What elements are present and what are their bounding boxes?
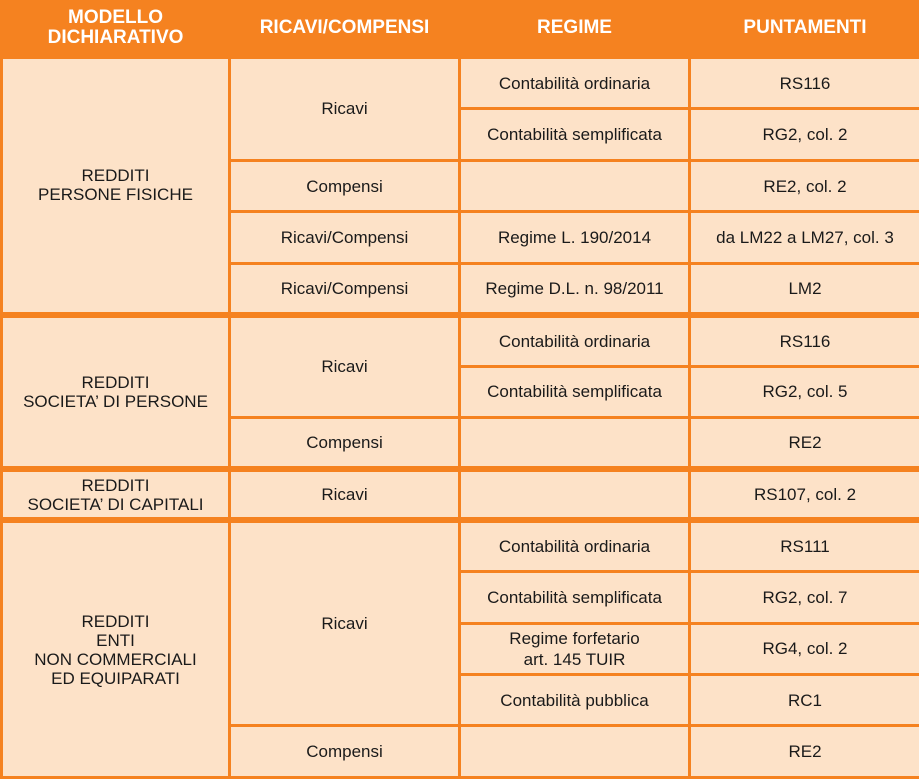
regime-cell: Contabilità ordinaria	[460, 58, 690, 109]
regime-cell: Contabilità semplificata	[460, 572, 690, 623]
regime-cell: Regime L. 190/2014	[460, 212, 690, 263]
group-label-line: REDDITI	[81, 475, 150, 495]
regime-cell: Contabilità ordinaria	[460, 520, 690, 571]
regime-cell	[460, 726, 690, 778]
group-label-line: REDDITI	[81, 372, 150, 392]
puntamento-cell: RC1	[690, 675, 919, 726]
group-label-societa-persone	[2, 315, 230, 469]
ricavi-cell: Compensi	[230, 417, 460, 468]
puntamento-cell: RE2, col. 2	[690, 160, 919, 211]
group-label-enti-non-commerciali	[2, 520, 230, 777]
ricavi-cell: Ricavi	[230, 315, 460, 418]
ricavi-cell: Compensi	[230, 160, 460, 211]
regime-cell	[460, 160, 690, 211]
regime-cell: Contabilità semplificata	[460, 109, 690, 160]
ricavi-cell: Ricavi	[230, 520, 460, 726]
puntamento-cell: RG4, col. 2	[690, 623, 919, 674]
ricavi-cell: Ricavi/Compensi	[230, 212, 460, 263]
regime-cell: Contabilità ordinaria	[460, 315, 690, 366]
ricavi-cell: Ricavi	[230, 58, 460, 161]
group-label-persone-fisiche	[2, 58, 230, 315]
group-label-line: SOCIETA’ DI PERSONE	[23, 391, 208, 411]
header-puntamenti: PUNTAMENTI	[690, 0, 919, 58]
puntamento-cell: RS116	[690, 315, 919, 366]
group-label-line: PERSONE FISICHE	[38, 185, 193, 205]
ricavi-cell: Compensi	[230, 726, 460, 778]
regime-cell: Contabilità pubblica	[460, 675, 690, 726]
header-modello-line1: MODELLO	[68, 7, 163, 28]
header-regime: REGIME	[460, 0, 690, 58]
group-label-line: NON COMMERCIALI	[34, 649, 197, 669]
header-modello	[2, 0, 230, 58]
table-row	[2, 469, 919, 520]
puntamento-cell: RG2, col. 7	[690, 572, 919, 623]
regime-cell: Contabilità semplificata	[460, 366, 690, 417]
table-row	[2, 520, 919, 571]
puntamento-cell: RS116	[690, 58, 919, 109]
table-row	[2, 315, 919, 366]
group-label-line: ENTI	[96, 630, 135, 650]
group-label-line: REDDITI	[81, 611, 150, 631]
header-modello-line2: DICHIARATIVO	[47, 27, 184, 48]
regime-line: Regime forfetario	[509, 628, 640, 648]
header-row	[2, 0, 919, 58]
puntamento-cell: RG2, col. 2	[690, 109, 919, 160]
puntamento-cell: RG2, col. 5	[690, 366, 919, 417]
puntamento-cell: RE2	[690, 417, 919, 468]
group-label-societa-capitali	[2, 469, 230, 520]
puntamento-cell: RS111	[690, 520, 919, 571]
regime-cell	[460, 469, 690, 520]
table-row	[2, 58, 919, 109]
group-label-line: REDDITI	[81, 166, 150, 186]
regime-cell	[460, 623, 690, 674]
puntamento-cell: da LM22 a LM27, col. 3	[690, 212, 919, 263]
puntamento-cell: LM2	[690, 263, 919, 314]
regime-cell	[460, 417, 690, 468]
regime-line: art. 145 TUIR	[523, 649, 626, 669]
puntamento-cell: RE2	[690, 726, 919, 778]
puntamento-cell: RS107, col. 2	[690, 469, 919, 520]
header-ricavi: RICAVI/COMPENSI	[230, 0, 460, 58]
ricavi-cell: Ricavi/Compensi	[230, 263, 460, 314]
ricavi-cell: Ricavi	[230, 469, 460, 520]
regime-cell: Regime D.L. n. 98/2011	[460, 263, 690, 314]
group-label-line: ED EQUIPARATI	[51, 668, 180, 688]
group-label-line: SOCIETA’ DI CAPITALI	[27, 494, 204, 514]
